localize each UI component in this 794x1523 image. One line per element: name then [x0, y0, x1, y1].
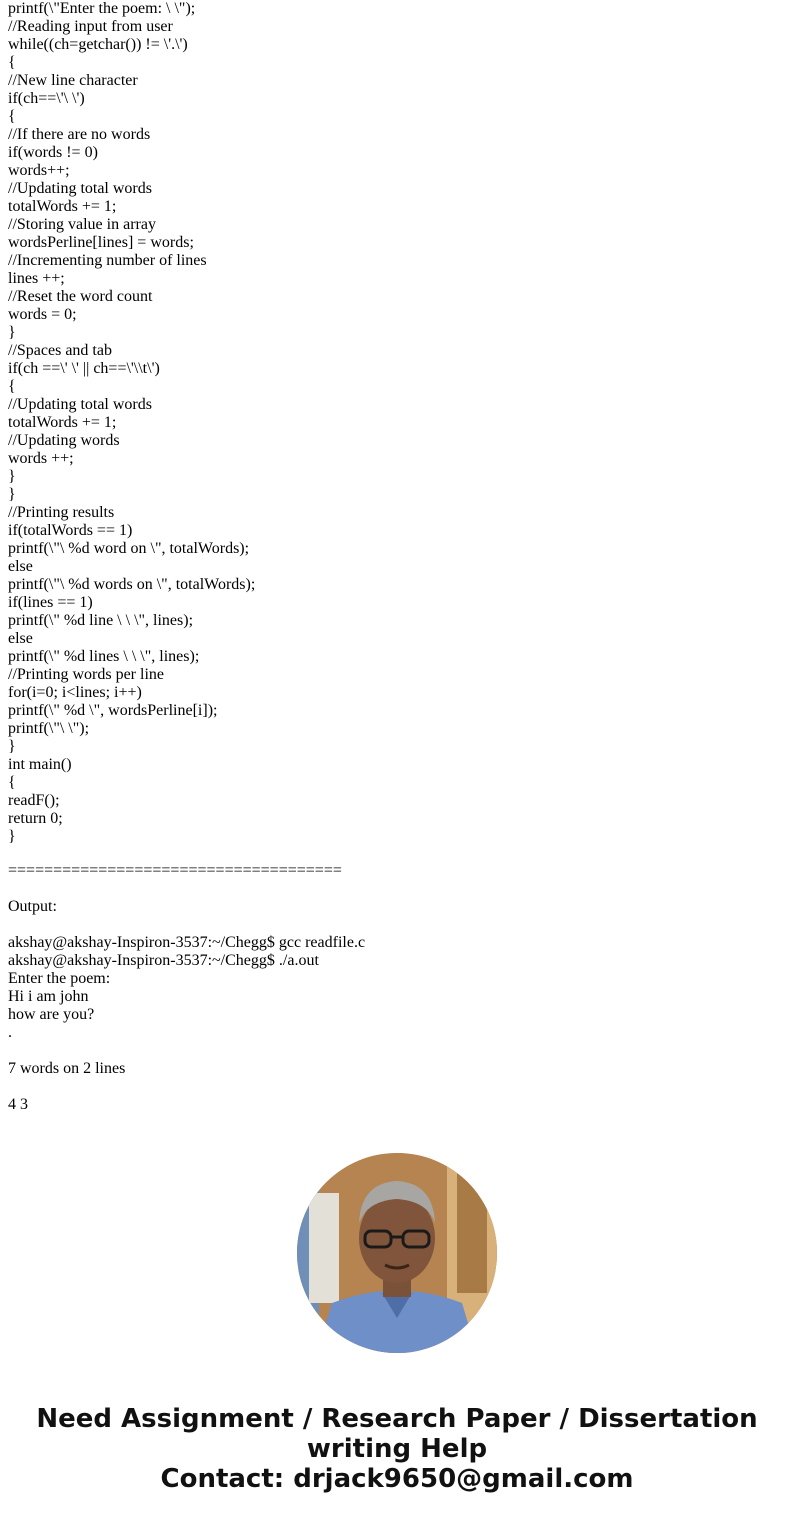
- banner-line-2: writing Help: [306, 1434, 488, 1464]
- code-line: //Spaces and tab: [8, 342, 112, 359]
- code-line: {: [8, 378, 16, 395]
- code-line: //Printing results: [8, 504, 115, 521]
- code-line: if(ch==\'\ \'): [8, 90, 85, 107]
- output-heading: Output:: [8, 898, 57, 915]
- code-line: //If there are no words: [8, 126, 151, 143]
- author-photo: [297, 1153, 497, 1353]
- code-line: printf(\" %d \", wordsPerline[i]);: [8, 702, 218, 719]
- code-line: printf(\" %d line \ \ \", lines);: [8, 612, 194, 629]
- terminal-output: [8, 934, 365, 1042]
- code-line: printf(\"\ \");: [8, 720, 90, 737]
- per-line-counts: 4 3: [8, 1096, 28, 1113]
- code-line: printf(\"\ %d words on \", totalWords);: [8, 576, 256, 593]
- code-line: if(ch ==\' \' || ch==\'\\t\'): [8, 360, 160, 377]
- code-line: int main(): [8, 756, 72, 773]
- code-line: else: [8, 630, 33, 647]
- terminal-line: Hi i am john: [8, 988, 89, 1005]
- code-line: readF();: [8, 792, 60, 809]
- code-line: words++;: [8, 162, 70, 179]
- code-line: //Printing words per line: [8, 666, 164, 683]
- code-line: {: [8, 774, 16, 791]
- code-line: //Reset the word count: [8, 288, 153, 305]
- code-line: }: [8, 738, 16, 755]
- code-line: lines ++;: [8, 270, 65, 287]
- contact-banner: [0, 1404, 794, 1494]
- code-line: }: [8, 324, 16, 341]
- code-line: //Updating total words: [8, 396, 152, 413]
- code-line: wordsPerline[lines] = words;: [8, 234, 194, 251]
- separator-line: =====================================: [8, 862, 342, 879]
- terminal-line: akshay@akshay-Inspiron-3537:~/Chegg$ ./a.out: [8, 952, 319, 969]
- code-line: }: [8, 828, 16, 845]
- code-line: }: [8, 468, 16, 485]
- result-line: 7 words on 2 lines: [8, 1060, 126, 1077]
- code-line: totalWords += 1;: [8, 198, 117, 215]
- code-line: while((ch=getchar()) != \'.\'): [8, 36, 188, 53]
- terminal-line: Enter the poem:: [8, 970, 111, 987]
- terminal-line: how are you?: [8, 1006, 95, 1023]
- code-line: words ++;: [8, 450, 74, 467]
- code-line: printf(\"\ %d word on \", totalWords);: [8, 540, 250, 557]
- code-line: else: [8, 558, 33, 575]
- person-portrait-icon: [297, 1153, 497, 1353]
- code-line: printf(\" %d lines \ \ \", lines);: [8, 648, 200, 665]
- code-line: //Reading input from user: [8, 18, 173, 35]
- code-line: {: [8, 54, 16, 71]
- code-line: {: [8, 108, 16, 125]
- code-line: //Updating words: [8, 432, 120, 449]
- code-line: //New line character: [8, 72, 138, 89]
- code-line: words = 0;: [8, 306, 77, 323]
- code-line: totalWords += 1;: [8, 414, 117, 431]
- terminal-line: .: [8, 1024, 12, 1041]
- code-line: for(i=0; i<lines; i++): [8, 684, 142, 701]
- code-line: //Incrementing number of lines: [8, 252, 207, 269]
- code-line: }: [8, 486, 16, 503]
- code-line: if(lines == 1): [8, 594, 93, 611]
- output-section: [8, 898, 365, 1114]
- code-line: //Updating total words: [8, 180, 152, 197]
- code-line: if(totalWords == 1): [8, 522, 133, 539]
- banner-line-3: Contact: drjack9650@gmail.com: [160, 1464, 634, 1494]
- code-line: if(words != 0): [8, 144, 98, 161]
- code-line: //Storing value in array: [8, 216, 156, 233]
- code-listing: [8, 0, 255, 846]
- code-line: return 0;: [8, 810, 63, 827]
- code-line: printf(\"Enter the poem: \ \");: [8, 0, 196, 17]
- terminal-line: akshay@akshay-Inspiron-3537:~/Chegg$ gcc readfile.c: [8, 934, 366, 951]
- banner-line-1: Need Assignment / Research Paper / Dissertation: [36, 1404, 758, 1434]
